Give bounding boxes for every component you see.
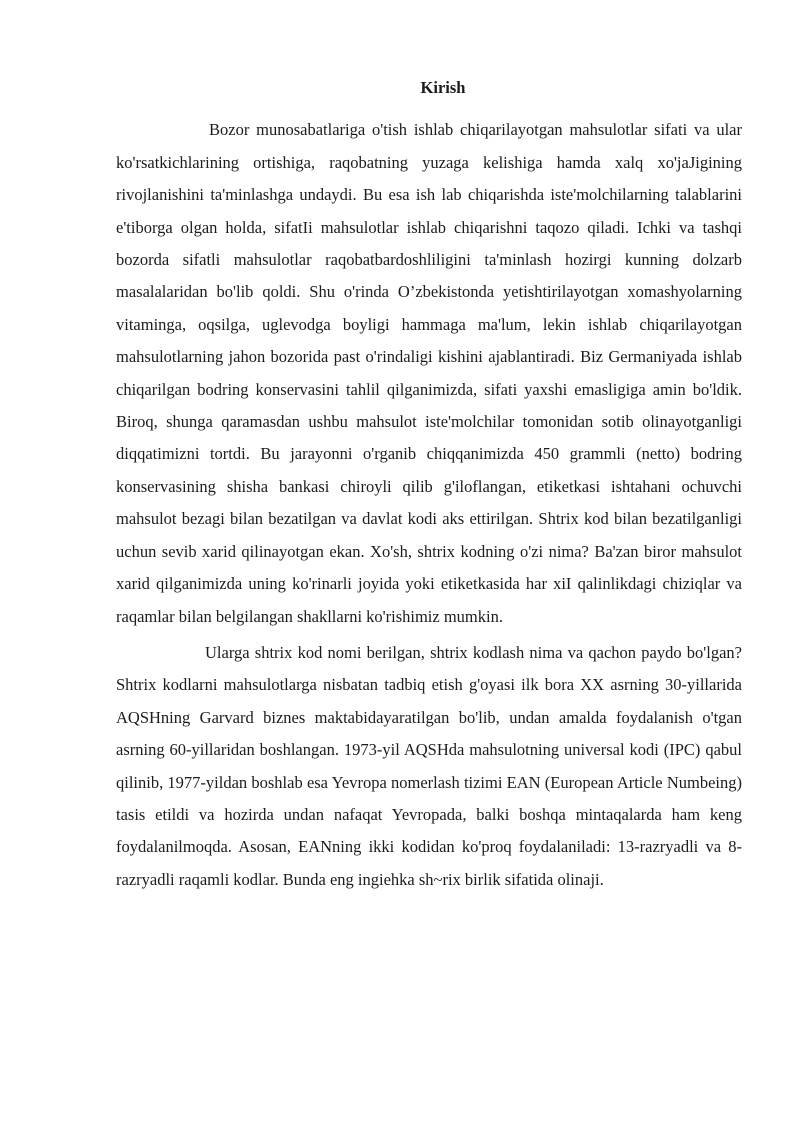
paragraph-2: Ularga shtrix kod nomi berilgan, shtrix kodlash nima va qachon paydo bo'lgan? Shtrix kodlarni mahsulotlarga nisbatan tadbiq etish g'oyasi ilk bora XX asrning 30-yillarida AQSHning Garvard biznes maktabidayaratilgan bo'lib, undan amalda foydalanish o'tgan asrning 60-yillaridan boshlangan. 1973-yil AQSHda mahsulotning universal kodi (IPC) qabul qilinib, 1977-yildan boshlab esa Yevropa nomerlash tizimi EAN (European Article Numbeing) tasis etildi va hozirda undan nafaqat Yevropada, balki boshqa mintaqalarda ham keng foydalanilmoqda. Asosan, EANning ikki kodidan ko'proq foydalaniladi: 13-razryadli va 8-razryadli raqamli kodlar. Bunda eng ingiehka sh~rix birlik sifatida olinaji.	[116, 642, 742, 889]
paragraph-1: Bozor munosabatlariga o'tish ishlab chiqarilayotgan mahsulotlar sifati va ular ko'rsatkichlarining ortishiga, raqobatning yuzaga kelishiga hamda xalq xo'jaJigining rivojlanishini ta'minlashga undaydi. Bu esa ish lab chiqarishda iste'molchilarning talablarini e'tiborga olgan holda, sifatIi mahsulotlar ishlab chiqarishni taqozo qiladi. Ichki va tashqi bozorda sifatli mahsulotlar raqobatbardoshliligini ta'minlash hozirgi kunning dolzarb masalalaridan bo'lib qoldi. Shu o'rinda O’zbekistonda yetishtirilayotgan xomashyolarning vitaminga, oqsilga, uglevodga boyligi hammaga ma'lum, lekin ishlab chiqarilayotgan mahsulotlarning jahon bozorida past o'rindaligi kishini ajablantiradi. Biz Germaniyada ishlab chiqarilgan bodring konservasini tahlil qilganimizda, sifati yaxshi emasligiga amin bo'ldik. Biroq, shunga qaramasdan ushbu mahsulot iste'molchilar tomonidan sotib olinayotganligi diqqatimizni tortdi. Bu jarayonni o'rganib chiqqanimizda 450 grammli (netto) bodring konservasining shisha bankasi chiroyli qilib g'iloflangan, etiketkasi ishtahani ochuvchi mahsulot bezagi bilan bezatilgan va davlat kodi aks ettirilgan. Shtrix kod bilan bezatilganligi uchun sevib xarid qilinayotgan ekan. Xo'sh, shtrix kodning o'zi nima? Ba'zan biror mahsulot xarid qilganimizda uning ko'rinarli joyida yoki etiketkasida har xiI qalinlikdagi chiziqlar va raqamlar bilan belgilangan shakllarni ko'rishimiz mumkin.	[116, 120, 742, 626]
document-body	[116, 72, 742, 896]
document-title: Kirish	[420, 78, 466, 97]
